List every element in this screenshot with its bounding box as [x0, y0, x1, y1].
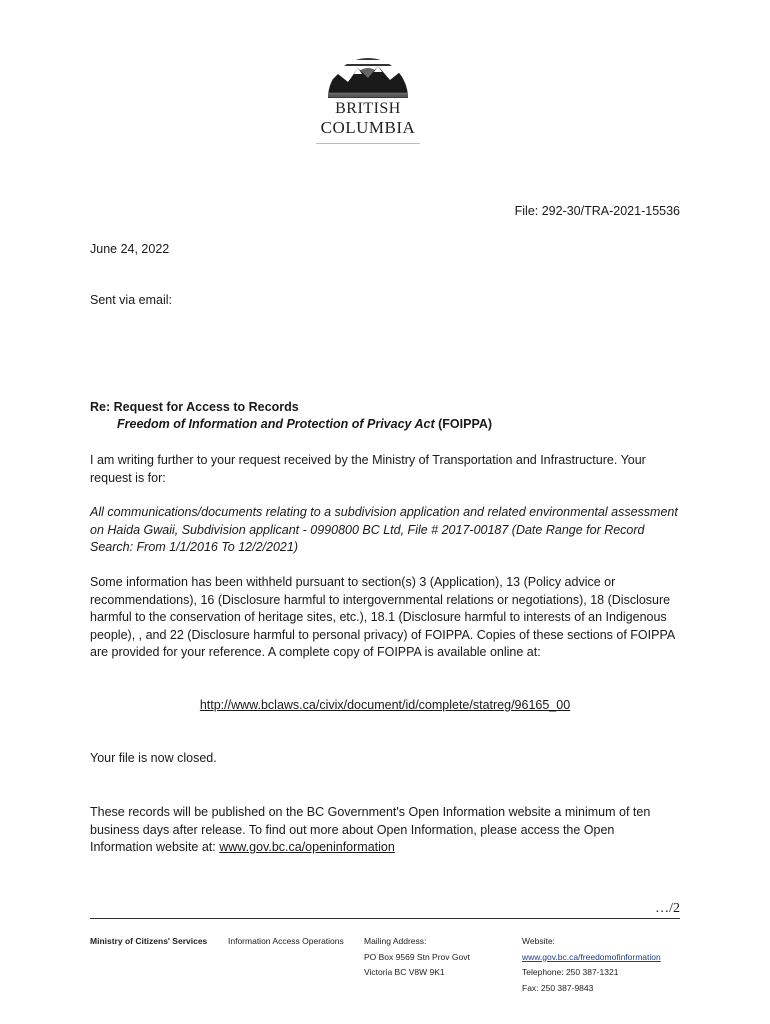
page-continuation-marker: …/2	[655, 901, 680, 916]
footer-website-link[interactable]: www.gov.bc.ca/freedomofinformation	[522, 951, 661, 962]
act-line	[90, 416, 492, 433]
request-description: All communications/documents relating to a subdivision application and related environmental assessment on Haida Gwaii, Subdivision applicant - 0990800 BC Ltd, File # 2017-00187 (Date Range for Record Search: From 1/1/2016 To 12/2/2021)	[90, 505, 678, 554]
footer-ministry: Ministry of Citizens' Services	[90, 936, 208, 946]
logo-text-british: BRITISH	[335, 100, 401, 117]
file-closed-statement: Your file is now closed.	[90, 751, 217, 765]
sent-via-line: Sent via email:	[90, 293, 172, 307]
open-information-paragraph	[90, 804, 680, 857]
subject-prefix: Re:	[90, 400, 111, 414]
footer-mailing-line2: Victoria BC V8W 9K1	[364, 967, 445, 977]
foippa-link-line	[90, 698, 680, 712]
open-information-text: These records will be published on the BC Government's Open Information website a minimum of ten business days after release. To find out more about Open Information, please access the Open Information website at:	[90, 805, 651, 854]
footer-divider	[90, 918, 680, 919]
footer-mailing-address	[364, 934, 470, 981]
bc-government-logo	[310, 44, 426, 148]
open-information-link[interactable]: www.gov.bc.ca/openinformation	[219, 840, 395, 854]
withheld-information-paragraph: Some information has been withheld pursuant to section(s) 3 (Application), 13 (Policy advice or recommendations), 16 (Disclosure harmful to intergovernmental relations or negotiations), 18 (Disclosure harmful to the conservation of heritage sites, etc.), 18.1 (Disclosure harmful to interests of an Indigenous people), , and 22 (Disclosure harmful to personal privacy) of FOIPPA. Copies of these sections of FOIPPA are provided for your reference. A complete copy of FOIPPA is available online at:	[90, 575, 675, 659]
act-abbreviation: (FOIPPA)	[438, 417, 493, 431]
intro-paragraph: I am writing further to your request received by the Ministry of Transportation and Infrastructure. Your request is for:	[90, 453, 646, 485]
footer-mailing-line1: PO Box 9569 Stn Prov Govt	[364, 951, 470, 962]
logo-text-columbia: COLUMBIA	[320, 118, 416, 137]
footer-fax: Fax: 250 387-9843	[522, 982, 594, 993]
logo-divider	[316, 143, 420, 144]
file-reference: File: 292-30/TRA-2021-15536	[514, 204, 680, 218]
act-name: Freedom of Information and Protection of Privacy Act	[117, 417, 435, 431]
subject-title: Request for Access to Records	[113, 400, 299, 414]
subject-line	[90, 399, 492, 416]
foippa-link[interactable]: http://www.bclaws.ca/civix/document/id/complete/statreg/96165_00	[199, 698, 571, 712]
subject-block	[90, 399, 492, 433]
letter-date: June 24, 2022	[90, 242, 170, 256]
bc-sun-mountain-emblem-icon	[324, 44, 412, 100]
footer-telephone: Telephone: 250 387-1321	[522, 967, 619, 977]
footer-office: Information Access Operations	[228, 936, 344, 946]
footer-mailing-label: Mailing Address:	[364, 936, 427, 946]
footer-contact	[522, 934, 661, 996]
footer-website-label: Website:	[522, 936, 555, 946]
